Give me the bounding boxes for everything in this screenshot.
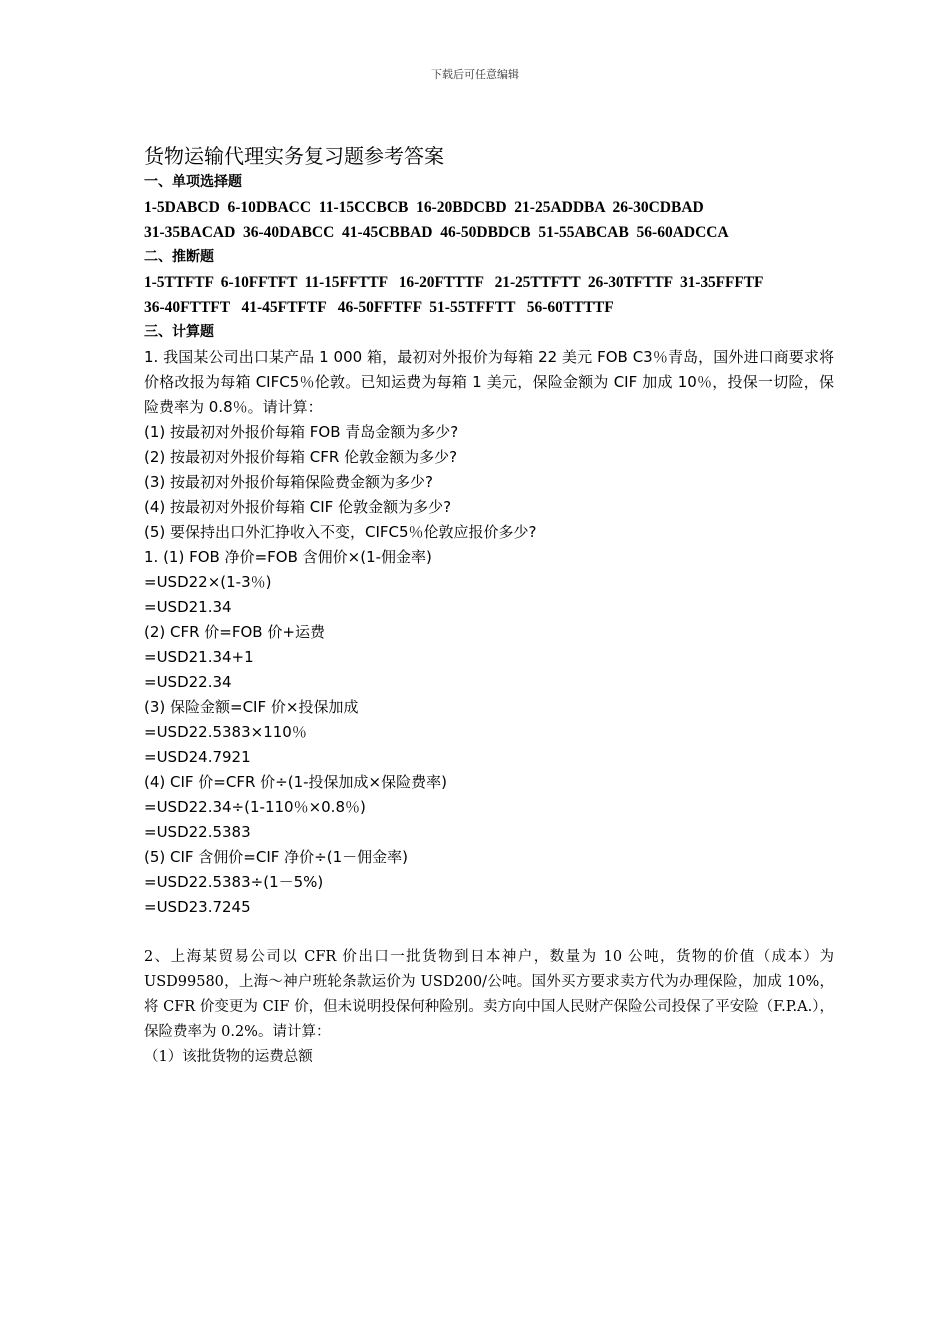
answer-step: =USD21.34 [144,598,232,616]
answer-step: =USD22.34÷(1-110％×0.8％) [144,798,366,816]
answer-step: (3) 保险金额=CIF 价×投保加成 [144,698,359,716]
section-heading-calculation: 三、计算题 [144,324,214,340]
document-body [144,142,834,1070]
question-1-item: (3) 按最初对外报价每箱保险费金额为多少? [144,473,433,491]
answer-step: (5) CIF 含佣价=CIF 净价÷(1－佣金率) [144,848,408,866]
answer-step: =USD22.5383÷(1－5%) [144,873,324,891]
answer-step: (4) CIF 价=CFR 价÷(1-投保加成×保险费率) [144,773,447,791]
answer-line: 36-40FTTFT 41-45FTFTF 46-50FFTFF 51-55TFFTT 56-60TTTTF [144,299,614,316]
answer-step: =USD22.34 [144,673,232,691]
question-2-item: （1）该批货物的运费总额 [144,1049,313,1065]
answer-step: =USD21.34+1 [144,648,254,666]
question-1-item: (1) 按最初对外报价每箱 FOB 青岛金额为多少? [144,423,459,441]
question-1-item: (5) 要保持出口外汇挣收入不变，CIFC5％伦敦应报价多少? [144,523,537,541]
question-1-text: 1. 我国某公司出口某产品 1 000 箱，最初对外报价为每箱 22 美元 FOB C3％青岛，国外进口商要求将价格改报为每箱 CIFC5％伦敦。已知运费为每箱 1 美元，保险金额为 CIF 加成 10％，投保一切险，保险费率为 0.8％。请计算： [144,348,834,416]
section-heading-true-false: 二、推断题 [144,249,214,265]
answer-step: =USD22.5383 [144,823,251,841]
answer-line: 1-5DABCD 6-10DBACC 11-15CCBCB 16-20BDCBD 21-25ADDBA 26-30CDBAD [144,199,704,216]
page-header: 下载后可任意编辑 [431,68,519,81]
question-1-item: (4) 按最初对外报价每箱 CIF 伦敦金额为多少? [144,498,452,516]
answer-step: (2) CFR 价=FOB 价+运费 [144,623,325,641]
answer-step: =USD22×(1-3％) [144,573,272,591]
answer-step: 1. (1) FOB 净价=FOB 含佣价×(1-佣金率) [144,548,432,566]
answer-line: 1-5TTFTF 6-10FFTFT 11-15FFTTF 16-20FTTTF 21-25TTFTT 26-30TFTTF 31-35FFFTF [144,274,764,291]
answer-step: =USD24.7921 [144,748,251,766]
document-title: 货物运输代理实务复习题参考答案 [144,144,444,168]
question-2-text: 2、上海某贸易公司以 CFR 价出口一批货物到日本神户，数量为 10 公吨，货物的价值（成本）为 USD99580，上海～神户班轮条款运价为 USD200/公吨。国外买方要求卖方代为办理保险，加成 10%，将 CFR 价变更为 CIF 价，但未说明投保何种险别。卖方向中国人民财产保险公司投保了平安险（F.P.A.），保险费率为 0.2%。请计算： [144,949,834,1040]
answer-step: =USD23.7245 [144,898,251,916]
answer-step: =USD22.5383×110％ [144,723,307,741]
paragraph-gap [144,920,834,945]
question-1-item: (2) 按最初对外报价每箱 CFR 伦敦金额为多少? [144,448,458,466]
answer-line: 31-35BACAD 36-40DABCC 41-45CBBAD 46-50DBDCB 51-55ABCAB 56-60ADCCA [144,224,729,241]
section-heading-single-choice: 一、单项选择题 [144,174,242,190]
